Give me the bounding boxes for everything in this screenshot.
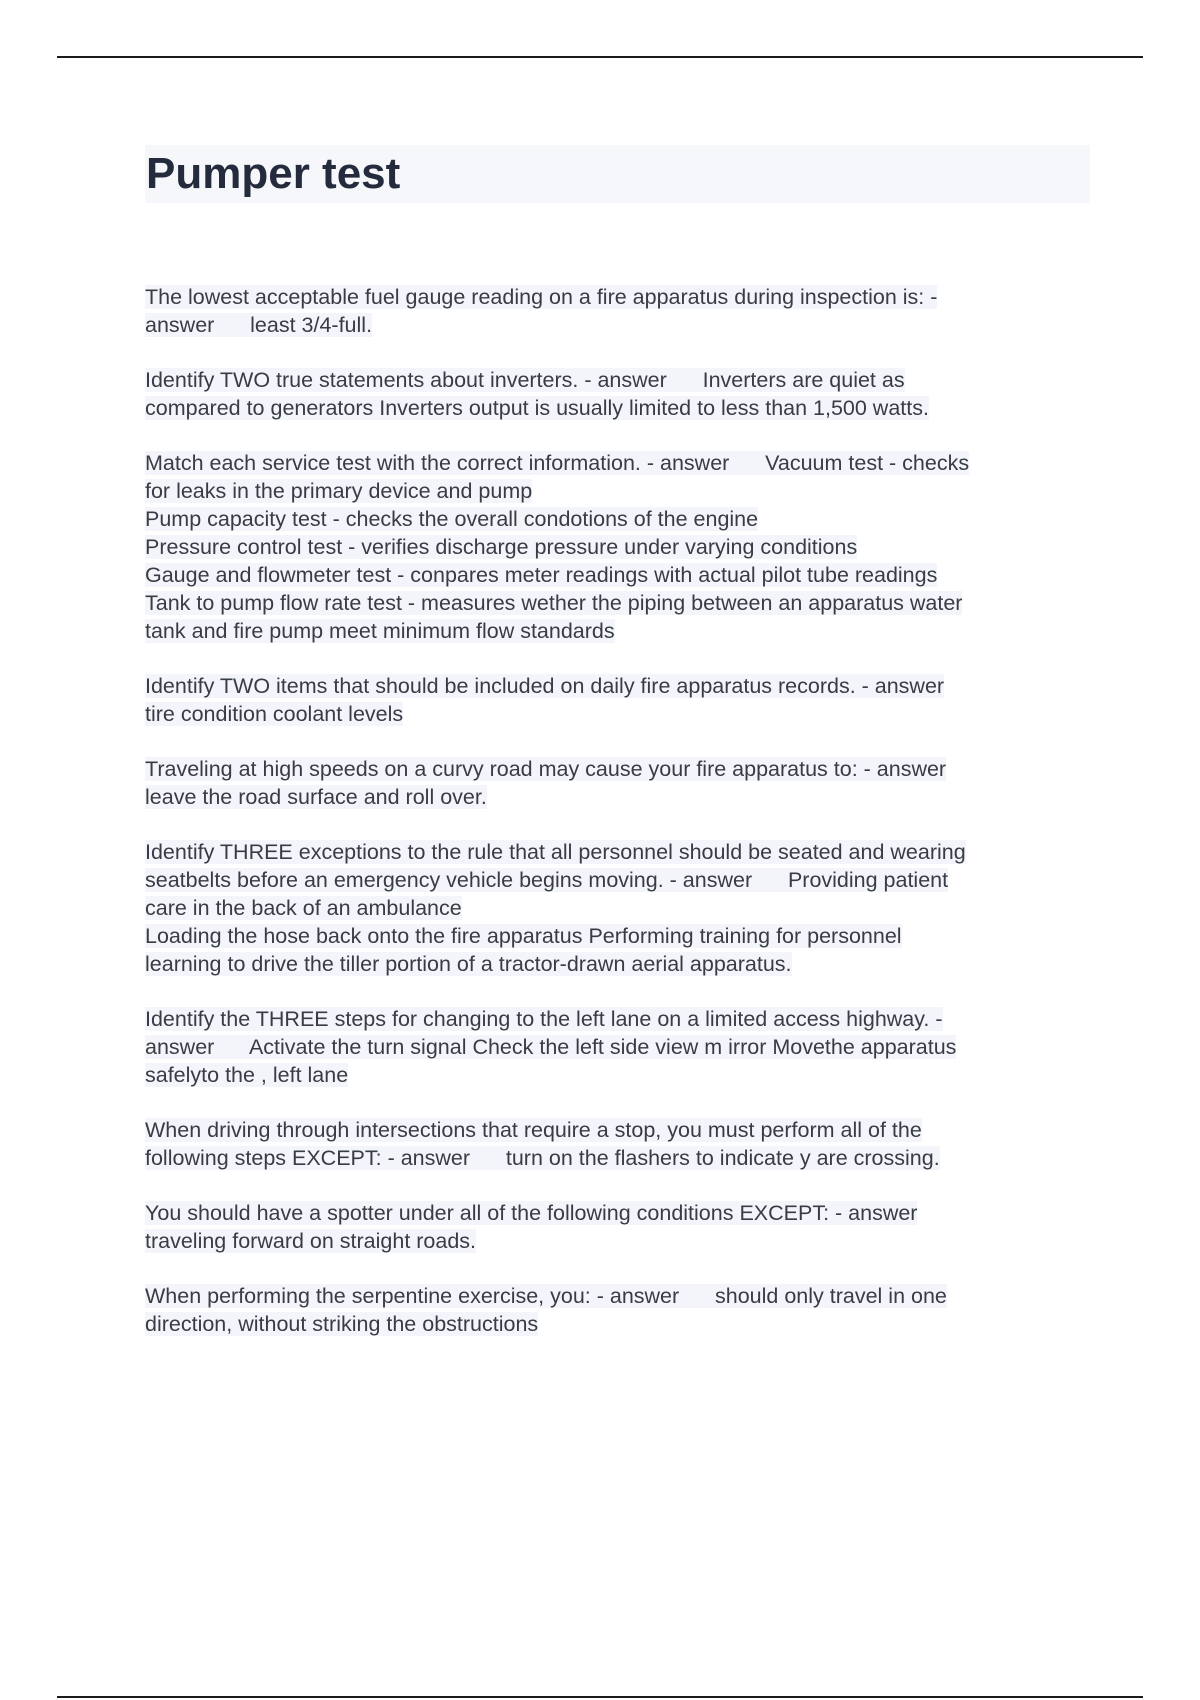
qa-line bbox=[145, 617, 1090, 645]
qa-line-text: When driving through intersections that require a stop, you must perform all of the bbox=[145, 1118, 922, 1142]
qa-line bbox=[145, 477, 1090, 505]
qa-item bbox=[145, 1199, 1090, 1255]
qa-item bbox=[145, 1005, 1090, 1089]
qa-line-text: Pump capacity test - checks the overall condotions of the engine bbox=[145, 507, 759, 531]
document-body bbox=[145, 145, 1090, 1365]
qa-line-text: for leaks in the primary device and pump bbox=[145, 479, 533, 503]
qa-item bbox=[145, 283, 1090, 339]
qa-line-text: Identify THREE exceptions to the rule that all personnel should be seated and wearing bbox=[145, 840, 966, 864]
qa-line-text: Identify the THREE steps for changing to the left lane on a limited access highway. - bbox=[145, 1007, 943, 1031]
qa-item bbox=[145, 449, 1090, 645]
qa-item bbox=[145, 838, 1090, 978]
qa-line bbox=[145, 866, 1090, 894]
qa-line bbox=[145, 922, 1090, 950]
qa-list bbox=[145, 283, 1090, 1338]
qa-item bbox=[145, 1116, 1090, 1172]
qa-line bbox=[145, 1005, 1090, 1033]
qa-line bbox=[145, 838, 1090, 866]
title-band bbox=[145, 145, 1090, 203]
qa-line bbox=[145, 561, 1090, 589]
qa-line-text: seatbelts before an emergency vehicle begins moving. - answer Providing patient bbox=[145, 868, 949, 892]
qa-line bbox=[145, 366, 1090, 394]
qa-line-text: following steps EXCEPT: - answer turn on the flashers to indicate y are crossing. bbox=[145, 1146, 940, 1170]
qa-line bbox=[145, 894, 1090, 922]
qa-line-text: compared to generators Inverters output is usually limited to less than 1,500 watts. bbox=[145, 396, 929, 420]
qa-line bbox=[145, 1199, 1090, 1227]
page-title: Pumper test bbox=[146, 149, 401, 198]
bottom-rule bbox=[57, 1696, 1143, 1698]
qa-line-text: Tank to pump flow rate test - measures wether the piping between an apparatus water bbox=[145, 591, 963, 615]
qa-line-text: learning to drive the tiller portion of a tractor-drawn aerial apparatus. bbox=[145, 952, 792, 976]
qa-line-text: Loading the hose back onto the fire apparatus Performing training for personnel bbox=[145, 924, 902, 948]
qa-line bbox=[145, 755, 1090, 783]
qa-line bbox=[145, 1144, 1090, 1172]
qa-line bbox=[145, 672, 1090, 700]
qa-item bbox=[145, 755, 1090, 811]
qa-line-text: Identify TWO true statements about inverters. - answer Inverters are quiet as bbox=[145, 368, 905, 392]
qa-line-text: Match each service test with the correct information. - answer Vacuum test - checks bbox=[145, 451, 970, 475]
qa-line bbox=[145, 1033, 1090, 1061]
qa-line bbox=[145, 950, 1090, 978]
qa-line bbox=[145, 589, 1090, 617]
qa-line bbox=[145, 783, 1090, 811]
qa-line-text: Traveling at high speeds on a curvy road may cause your fire apparatus to: - answer bbox=[145, 757, 947, 781]
qa-line-text: Gauge and flowmeter test - conpares meter readings with actual pilot tube readings bbox=[145, 563, 938, 587]
qa-line-text: You should have a spotter under all of the following conditions EXCEPT: - answer bbox=[145, 1201, 918, 1225]
qa-line bbox=[145, 1310, 1090, 1338]
qa-item bbox=[145, 1282, 1090, 1338]
qa-line-text: The lowest acceptable fuel gauge reading on a fire apparatus during inspection is: - bbox=[145, 285, 938, 309]
qa-line-text: Identify TWO items that should be included on daily fire apparatus records. - answer bbox=[145, 674, 945, 698]
qa-line-text: tire condition coolant levels bbox=[145, 702, 404, 726]
qa-line-text: Pressure control test - verifies discharge pressure under varying conditions bbox=[145, 535, 858, 559]
qa-line-text: When performing the serpentine exercise, you: - answer should only travel in one bbox=[145, 1284, 947, 1308]
qa-line-text: direction, without striking the obstructions bbox=[145, 1312, 539, 1336]
qa-line bbox=[145, 394, 1090, 422]
qa-line bbox=[145, 533, 1090, 561]
qa-line-text: answer Activate the turn signal Check the left side view m irror Movethe apparatus bbox=[145, 1035, 957, 1059]
qa-line bbox=[145, 700, 1090, 728]
qa-line bbox=[145, 283, 1090, 311]
qa-line bbox=[145, 1282, 1090, 1310]
qa-line bbox=[145, 1116, 1090, 1144]
qa-item bbox=[145, 672, 1090, 728]
top-rule bbox=[57, 56, 1143, 58]
qa-line-text: care in the back of an ambulance bbox=[145, 896, 462, 920]
qa-line-text: answer least 3/4-full. bbox=[145, 313, 373, 337]
qa-line-text: leave the road surface and roll over. bbox=[145, 785, 487, 809]
qa-line bbox=[145, 1061, 1090, 1089]
qa-line bbox=[145, 311, 1090, 339]
qa-line bbox=[145, 449, 1090, 477]
qa-line-text: tank and fire pump meet minimum flow standards bbox=[145, 619, 615, 643]
qa-line bbox=[145, 505, 1090, 533]
qa-item bbox=[145, 366, 1090, 422]
qa-line bbox=[145, 1227, 1090, 1255]
qa-line-text: traveling forward on straight roads. bbox=[145, 1229, 477, 1253]
qa-line-text: safelyto the , left lane bbox=[145, 1063, 349, 1087]
